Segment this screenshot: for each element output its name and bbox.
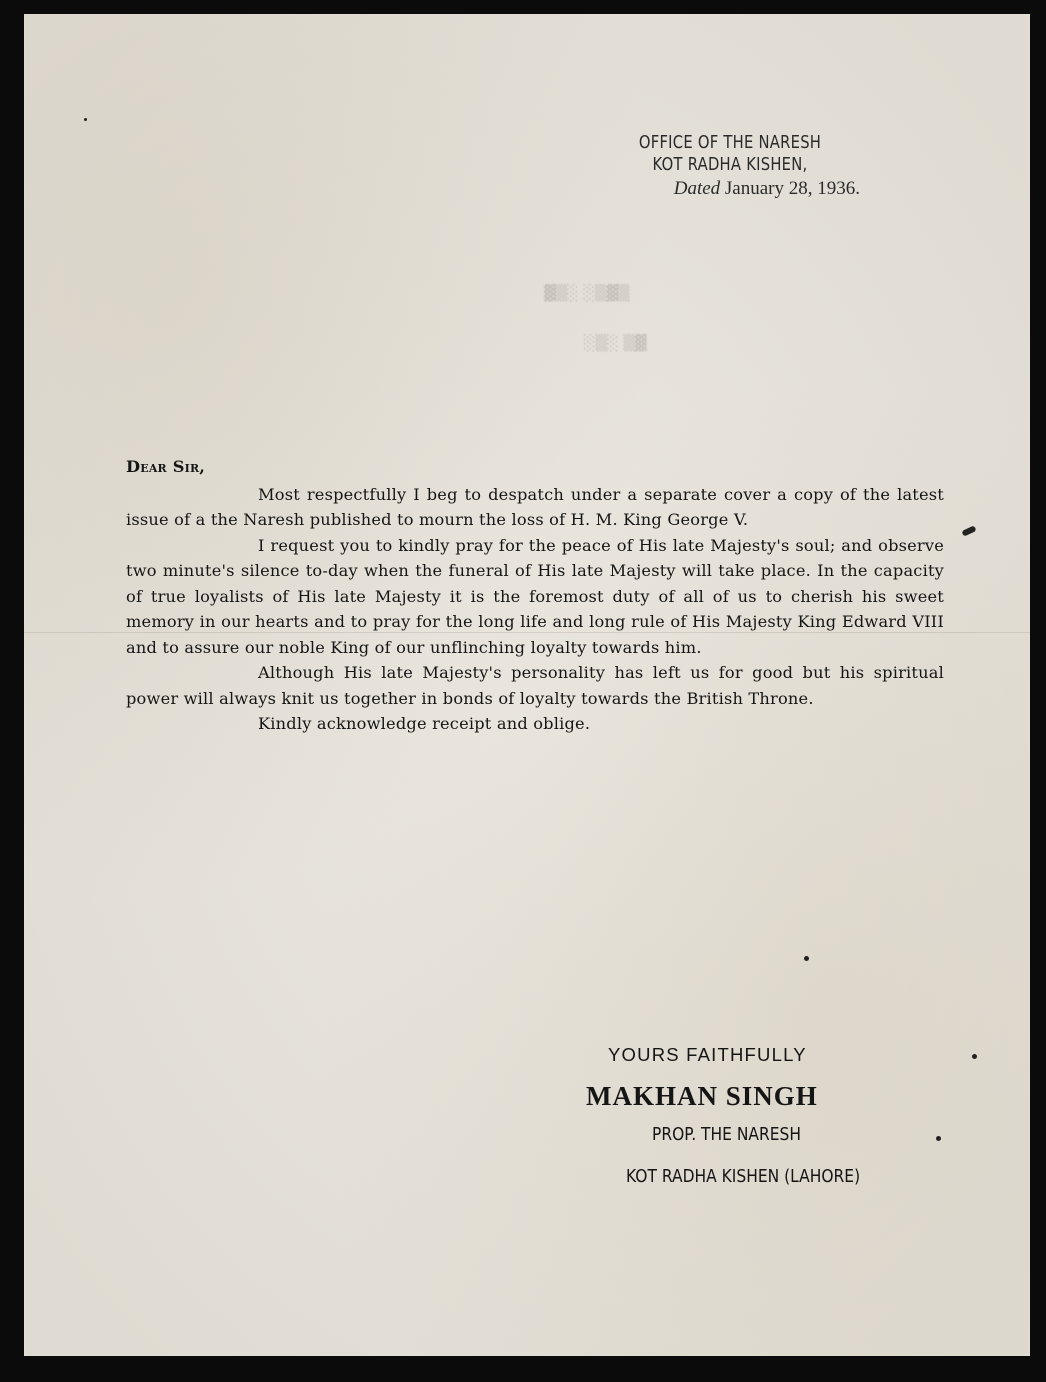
letter-body (126, 454, 944, 737)
paragraph-2 (126, 533, 944, 661)
paragraph-text: I request you to kindly pray for the peace of His late Majesty's soul; and observe two minute's silence to-day when the funeral of His late Majesty will take place. In the capacity of true loyalists of His late Majesty it is the foremost duty of all of us to cherish his sweet memory in our hearts and to pray for the long life and long rule of His Majesty King Edward VIII and to assure our noble King of our unflinching loyalty towards him. (126, 535, 944, 657)
paragraph-text: Although His late Majesty's personality has left us for good but his spiritual power will always knit us together in bonds of loyalty towards the British Throne. (126, 663, 944, 708)
signature-block (564, 1040, 944, 1188)
dated-word: Dated (673, 178, 721, 199)
closing: YOURS FAITHFULLY (608, 1044, 807, 1065)
paragraph-4 (126, 711, 944, 737)
letter-page (24, 14, 1030, 1356)
paragraph-1 (126, 482, 944, 533)
ink-speck (804, 956, 809, 961)
show-through-marks: ▓▒░ ░▒▓▒ (544, 284, 630, 302)
paragraph-text: Kindly acknowledge receipt and oblige. (258, 714, 591, 733)
letter-date (600, 177, 860, 201)
paragraph-text: Most respectfully I beg to despatch under a separate cover a copy of the latest issue of a the Naresh published to mourn the loss of H. M. King George V. (126, 484, 944, 529)
signer-title: PROP. THE NARESH (652, 1124, 802, 1145)
ink-speck (936, 1136, 941, 1141)
office-line: OFFICE OF THE NARESH (638, 132, 822, 153)
salutation: Dear Sir, (126, 457, 206, 476)
paragraph-3 (126, 660, 944, 711)
ink-speck (84, 118, 87, 121)
signer-name: MAKHAN SINGH (586, 1081, 818, 1111)
date-value: January 28, 1936. (724, 178, 860, 199)
place-line: KOT RADHA KISHEN, (652, 154, 808, 175)
letterhead (600, 132, 860, 201)
ink-speck (972, 1054, 977, 1059)
show-through-marks: ░▒░ ▒▓ (584, 334, 647, 352)
signer-address: KOT RADHA KISHEN (LAHORE) (626, 1166, 861, 1187)
